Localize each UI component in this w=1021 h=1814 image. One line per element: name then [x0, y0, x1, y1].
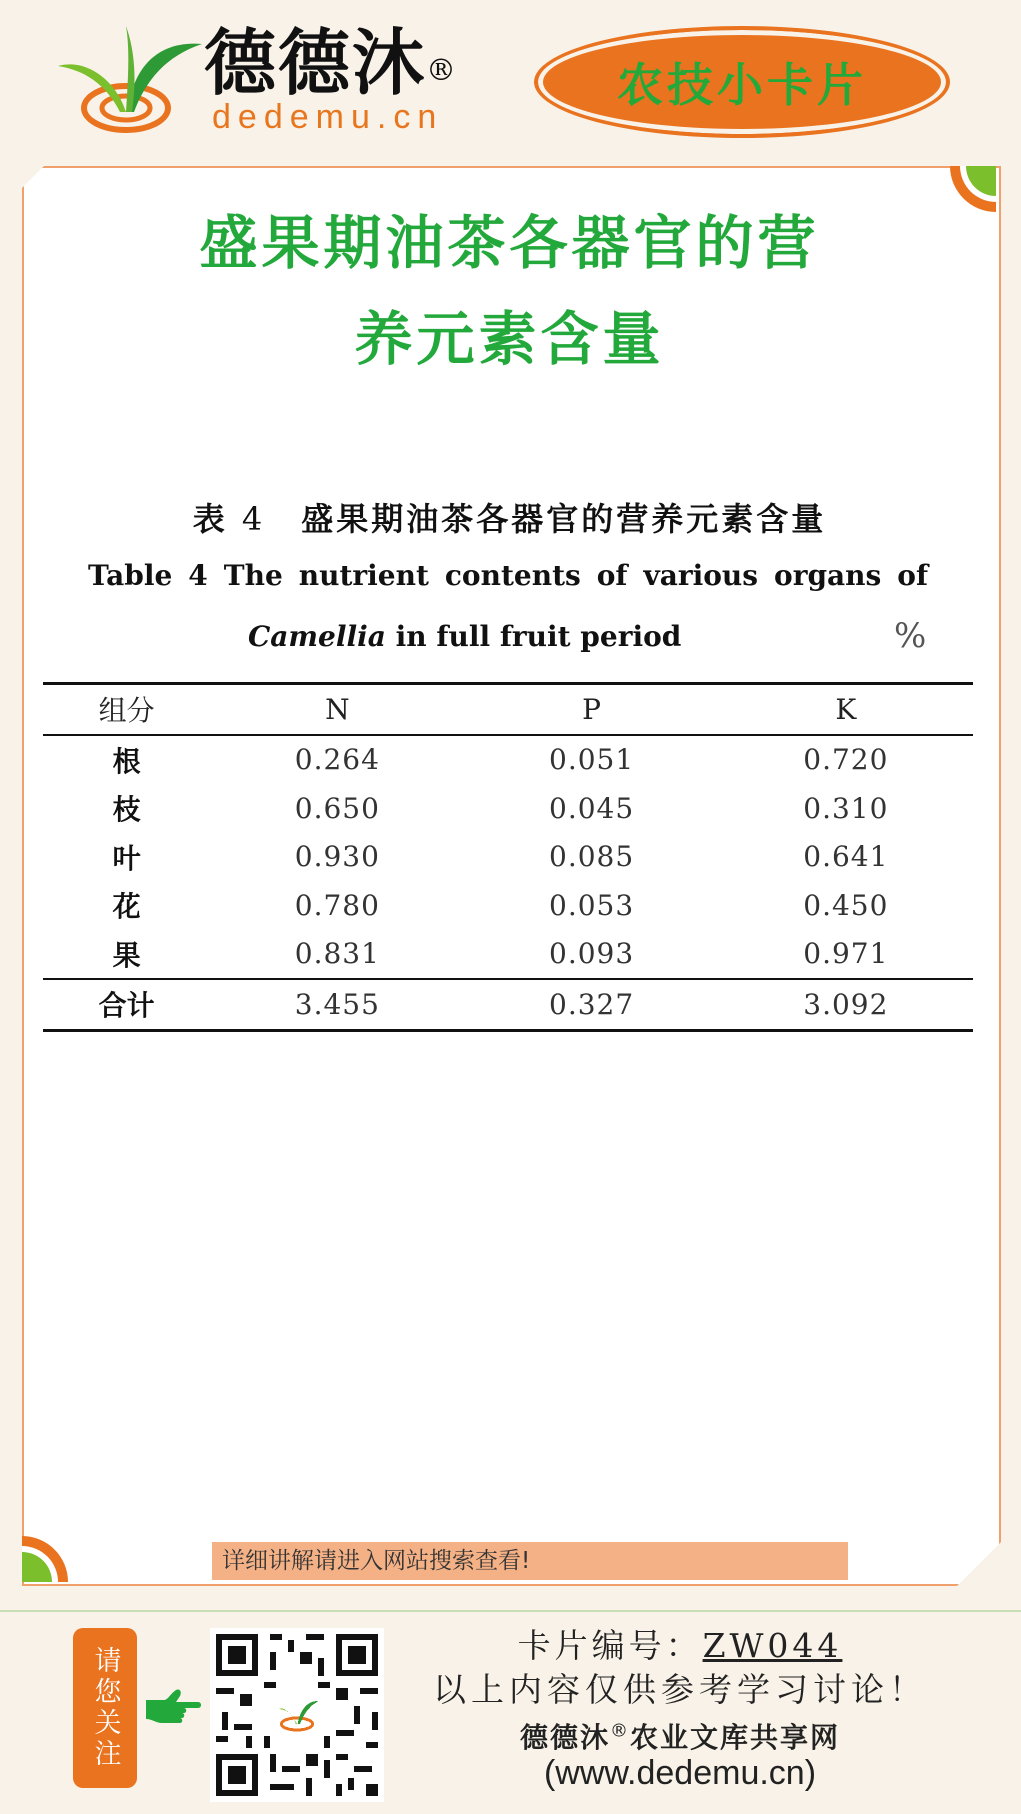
nutrient-table — [43, 682, 973, 1032]
table-caption-en-line2: Camellia in full fruit period — [248, 620, 682, 653]
table-header-row — [43, 684, 973, 735]
row-label: 果 — [112, 938, 141, 972]
table-cell: 0.831 — [294, 937, 380, 971]
pointing-hand-icon — [142, 1686, 202, 1730]
row-label: 根 — [112, 744, 141, 778]
table-row — [43, 930, 973, 980]
table-row — [43, 784, 973, 833]
card-number: 卡片编号：ZW044 — [517, 1626, 843, 1665]
column-header: 组分 — [98, 694, 155, 728]
corner-ornament-icon — [22, 1536, 68, 1582]
site-name: 德德沐®农业文库共享网 — [519, 1720, 841, 1754]
table-cell: 0.093 — [549, 937, 635, 971]
table-cell: 0.971 — [803, 937, 889, 971]
table-cell: 0.310 — [803, 791, 889, 825]
column-header: N — [325, 692, 350, 726]
row-label: 花 — [112, 890, 141, 924]
card-type-badge: 农技小卡片 — [534, 26, 950, 138]
table-cell: 0.720 — [803, 743, 889, 777]
unit-label: % — [894, 616, 927, 656]
table-cell: 0.053 — [549, 888, 635, 922]
qr-code-image[interactable] — [210, 1628, 384, 1802]
table-total-row — [43, 979, 973, 1030]
table-cell: 0.085 — [549, 840, 635, 874]
table-cell: 0.780 — [294, 888, 380, 922]
disclaimer-text: 以上内容仅供参考学习讨论！ — [433, 1670, 927, 1709]
follow-us-label: 请您关注 — [73, 1628, 137, 1788]
table-cell: 0.264 — [294, 743, 380, 777]
table-row — [43, 735, 973, 785]
website-note-banner: 详细讲解请进入网站搜索查看! — [212, 1542, 848, 1580]
brand-name: 德德沐® — [204, 20, 459, 105]
table-cell: 0.650 — [294, 791, 380, 825]
table-cell: 0.930 — [294, 840, 380, 874]
table-cell: 0.051 — [549, 743, 635, 777]
table-cell: 0.327 — [549, 987, 635, 1021]
column-header: K — [835, 692, 857, 726]
registered-mark: ® — [426, 53, 459, 88]
column-header: P — [582, 692, 602, 726]
table-cell: 3.092 — [803, 987, 889, 1021]
site-url-link[interactable]: (www.dedemu.cn) — [543, 1754, 817, 1792]
table-cell: 0.641 — [803, 840, 889, 874]
card-title-line2: 养元素含量 — [354, 305, 665, 373]
row-label: 叶 — [112, 841, 141, 875]
table-row — [43, 881, 973, 930]
row-label: 枝 — [112, 793, 141, 827]
sprout-logo-icon — [56, 20, 204, 138]
card-title-line1: 盛果期油茶各器官的营 — [199, 209, 820, 277]
brand-domain: dedemu.cn — [212, 98, 444, 136]
table-caption-cn: 表 4 盛果期油茶各器官的营养元素含量 — [192, 500, 827, 538]
table-cell: 3.455 — [294, 987, 380, 1021]
row-label: 合计 — [98, 989, 155, 1023]
footer-divider — [0, 1610, 1021, 1612]
table-cell: 0.045 — [549, 791, 635, 825]
table-caption-en: Table 4 The nutrient contents of various organs of — [88, 559, 928, 592]
table-row — [43, 833, 973, 882]
table-cell: 0.450 — [803, 888, 889, 922]
